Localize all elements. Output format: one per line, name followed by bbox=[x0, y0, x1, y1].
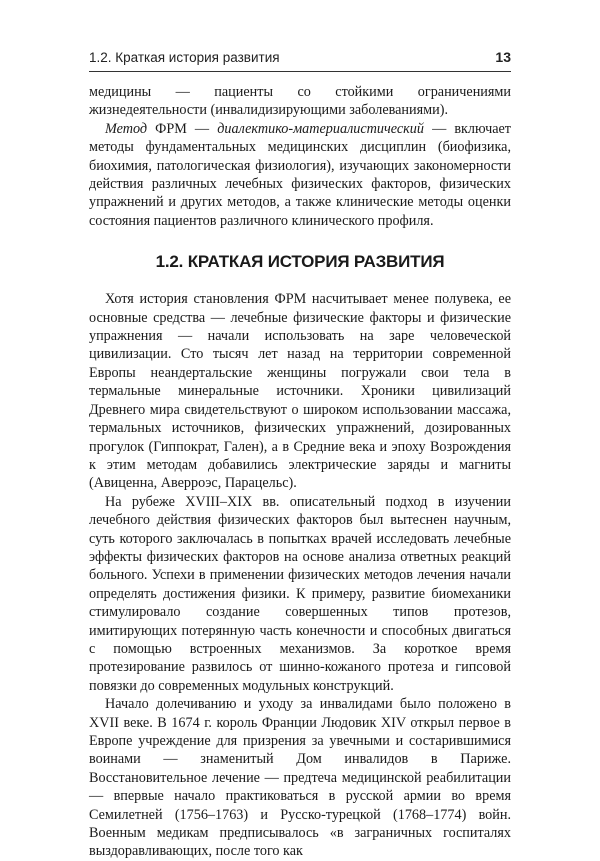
paragraph-continuation: медицины — пациенты со стойкими ограничениями жизнедеятельности (инвалидизирующими заболеваниями). bbox=[89, 84, 511, 119]
page-number: 13 bbox=[495, 49, 511, 65]
running-head-title: 1.2. Краткая история развития bbox=[89, 50, 280, 65]
paragraph-history-origins: Хотя история становления ФРМ насчитывает менее полувека, ее основные средства — лечебные физические факторы и физические упражнения — начали использовать на заре человеческой цивилизации. Сто тысяч лет назад на территории современной Европы неандертальские женщины погружали свои тела в термальные минеральные источники. Хроники цивилизаций Древнего мира свидетельствуют о широком использовании массажа, термальных источников, физических упражнений, дозированных прогулок (Гиппократ, Гален), а в Средние века и эпоху Возрождения к этим методам добавились электрические заряды и магниты (Авиценна, Аверроэс, Парацельс). bbox=[89, 291, 511, 492]
method-connector: ФРМ — bbox=[147, 120, 218, 137]
method-description: — включает методы фундаментальных медицинских дисциплин (биофизика, биохимия, патологическая физиология), изучающих закономерности действия различных лечебных физических факторов, физических упражнений и других методов, а также клинические методы оценки состояния пациентов различного клинического профиля. bbox=[89, 120, 511, 229]
paragraph-history-scientific: На рубеже XVIII–XIX вв. описательный подход в изучении лечебного действия физических факторов был вытеснен научным, суть которого заключалась в попытках врачей исследовать лечебные эффекты физических факторов на основе анализа ответных реакций больного. Успехи в применении физических методов лечения начали определять достижения физики. К примеру, развитие биомеханики стимулировало создание совершенных типов протезов, имитирующих потерянную часть конечности и способных двигаться с помощью встроенных механизмов. За короткое время протезирование развилось от шинно-кожаного протеза и гипсовой повязки до современных модульных конструкций. bbox=[89, 493, 511, 694]
paragraph-history-invalids: Начало долечиванию и уходу за инвалидами было положено в XVII веке. В 1674 г. король Франции Людовик XIV открыл первое в Европе учреждение для призрения за увечными и состарившимися воинами — знаменитый Дом инвалидов в Париже. Восстановительное лечение — предтеча медицинской реабилитации — впервые начало практиковаться в русской армии во время Семилетней (1756–1763) и Русско-турецкой (1768–1774) войн. Военным медикам предписывалось «в заграничных госпиталях выздоравливающих, после того как bbox=[89, 696, 511, 860]
paragraph-method bbox=[89, 120, 511, 230]
method-type: диалектико-материалистический bbox=[217, 120, 424, 137]
page-body bbox=[89, 83, 511, 861]
running-head bbox=[89, 46, 511, 72]
method-term: Метод bbox=[105, 120, 148, 137]
section-heading: 1.2. КРАТКАЯ ИСТОРИЯ РАЗВИТИЯ bbox=[155, 252, 445, 272]
